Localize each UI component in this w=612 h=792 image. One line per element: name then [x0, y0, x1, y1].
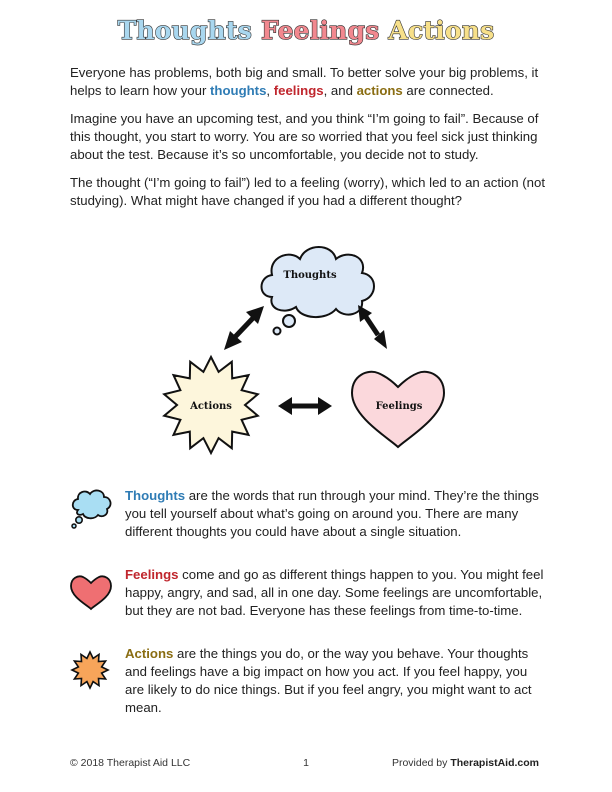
- title-word-feelings: Feelings: [260, 16, 380, 45]
- starburst-icon: [70, 650, 110, 690]
- legend-term-feelings: Feelings: [125, 567, 179, 582]
- footer-provided-text: Provided by: [391, 757, 451, 769]
- legend-feelings: [125, 566, 545, 620]
- legend-description-actions: are the things you do, or the way you behave. Your thoughts and feelings have a big impact on how you act. If you feel happy, you are likely to do nice things. But if you feel angry, you might want to act mean.: [125, 646, 532, 715]
- intro-text: are connected.: [402, 83, 494, 98]
- legend-actions: [125, 645, 545, 717]
- diagram-label-actions: Actions: [190, 401, 232, 412]
- double-arrow-icon: [278, 397, 332, 415]
- intro-text: Everyone has problems, both big and small. To better solve your big problems, it helps to learn how your: [70, 65, 539, 98]
- legend-term-actions: Actions: [125, 646, 174, 661]
- heart-icon: [68, 573, 114, 613]
- legend-term-thoughts: Thoughts: [125, 488, 186, 503]
- intro-text: , and: [323, 83, 357, 98]
- thought-cloud-icon: [68, 488, 114, 532]
- intro-paragraph-3: The thought (“I’m going to fail”) led to a feeling (worry), which led to an action (not studying). What might have changed if you had a different thought?: [70, 175, 545, 208]
- cycle-diagram: [150, 235, 470, 465]
- double-arrow-icon: [224, 306, 264, 350]
- footer-provided-by: [392, 757, 539, 769]
- keyword-thoughts: thoughts: [210, 83, 267, 98]
- diagram-label-feelings: Feelings: [375, 401, 423, 412]
- intro-text: ,: [266, 83, 274, 98]
- legend-description-thoughts: are the words that run through your mind. They’re the things you tell yourself about what’s going on around you. There are many different thoughts you could have about a single situation.: [125, 488, 539, 539]
- legend-thoughts: [125, 487, 545, 541]
- footer-site-link[interactable]: TherapistAid.com: [450, 757, 539, 769]
- diagram-label-thoughts: Thoughts: [283, 270, 337, 281]
- page-title: [0, 16, 612, 45]
- title-word-thoughts: Thoughts: [117, 16, 253, 45]
- footer-page-number: 1: [303, 757, 309, 769]
- title-word-actions: Actions: [388, 16, 495, 45]
- keyword-actions: actions: [356, 83, 403, 98]
- intro-paragraph-1: [70, 64, 550, 100]
- intro-section: [70, 64, 550, 220]
- keyword-feelings: feelings: [273, 83, 324, 98]
- intro-paragraph-2: Imagine you have an upcoming test, and you think “I’m going to fail”. Because of this thought, you start to worry. You are so worried that you feel sick just thinking about the test. Because it’s so uncomfortable, you decide not to study.: [70, 111, 539, 162]
- double-arrow-icon: [358, 305, 387, 349]
- thought-cloud-icon: [262, 247, 375, 335]
- footer-copyright: © 2018 Therapist Aid LLC: [70, 757, 191, 769]
- legend-description-feelings: come and go as different things happen to you. You might feel happy, angry, and sad, all in one day. Some feelings are uncomfortable, but they are not bad. Everyone has these feelings from time-to-time.: [125, 567, 544, 618]
